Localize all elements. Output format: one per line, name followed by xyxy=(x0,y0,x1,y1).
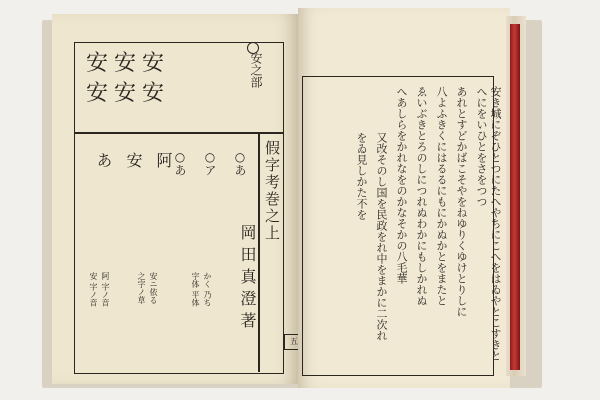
glyph-column-3: 阿 xyxy=(154,152,173,178)
glyph-column-2: 安 xyxy=(124,152,143,178)
small-note-6: かく 乃ち xyxy=(203,272,212,307)
text-column-4: ゑいぶきとろのしにつれぬわかにもしかれぬ xyxy=(415,86,428,306)
calligraphy-row-1: 安安安 xyxy=(86,51,171,76)
section-label: 安之部 xyxy=(249,52,263,88)
small-note-4: 安ニ依る xyxy=(149,272,158,304)
page-number-box: 五 xyxy=(284,334,304,350)
small-note-2: 阿 字ノ音 xyxy=(101,272,110,307)
small-note-3: 之字ノ草 xyxy=(137,272,146,304)
left-page xyxy=(52,14,298,384)
text-column-2: あれとすどかばこそやをねゆりくゆけとりしに xyxy=(455,86,468,317)
kana-label-1: ○あ xyxy=(233,150,247,176)
circle-mark-icon xyxy=(247,42,259,54)
red-binding-edge xyxy=(510,24,520,370)
small-note-1: 安 字ノ音 xyxy=(89,272,98,307)
text-column-1: 安き城にぞひとつにたへやちにこへをはゐやとこすきとへにをいひとをさをつつ xyxy=(475,86,502,361)
kana-label-2: ○ア xyxy=(203,150,217,176)
section-divider xyxy=(74,132,284,134)
text-column-6: 又改そのし国を民政をれ中をまかに二次れ xyxy=(375,132,388,341)
calligraphy-area xyxy=(86,48,236,128)
book-title: 假字考巻之上 xyxy=(263,140,281,242)
text-column-5: へあしらをかれなをのかなそかの八毛華 xyxy=(395,86,408,284)
small-note-5: 字体 平体 xyxy=(191,272,200,307)
text-column-3: 八よふきくにはるるにもにかぬかとをまたと xyxy=(435,86,448,306)
kana-label-3: ○あ xyxy=(173,150,187,176)
right-page xyxy=(298,8,510,388)
calligraphy-row-2: 安安安 xyxy=(86,81,171,106)
author-name: 岡田真澄著 xyxy=(238,224,257,334)
text-column-7: をゐ見しかた不を xyxy=(355,132,368,220)
glyph-column-1: あ xyxy=(94,152,113,178)
